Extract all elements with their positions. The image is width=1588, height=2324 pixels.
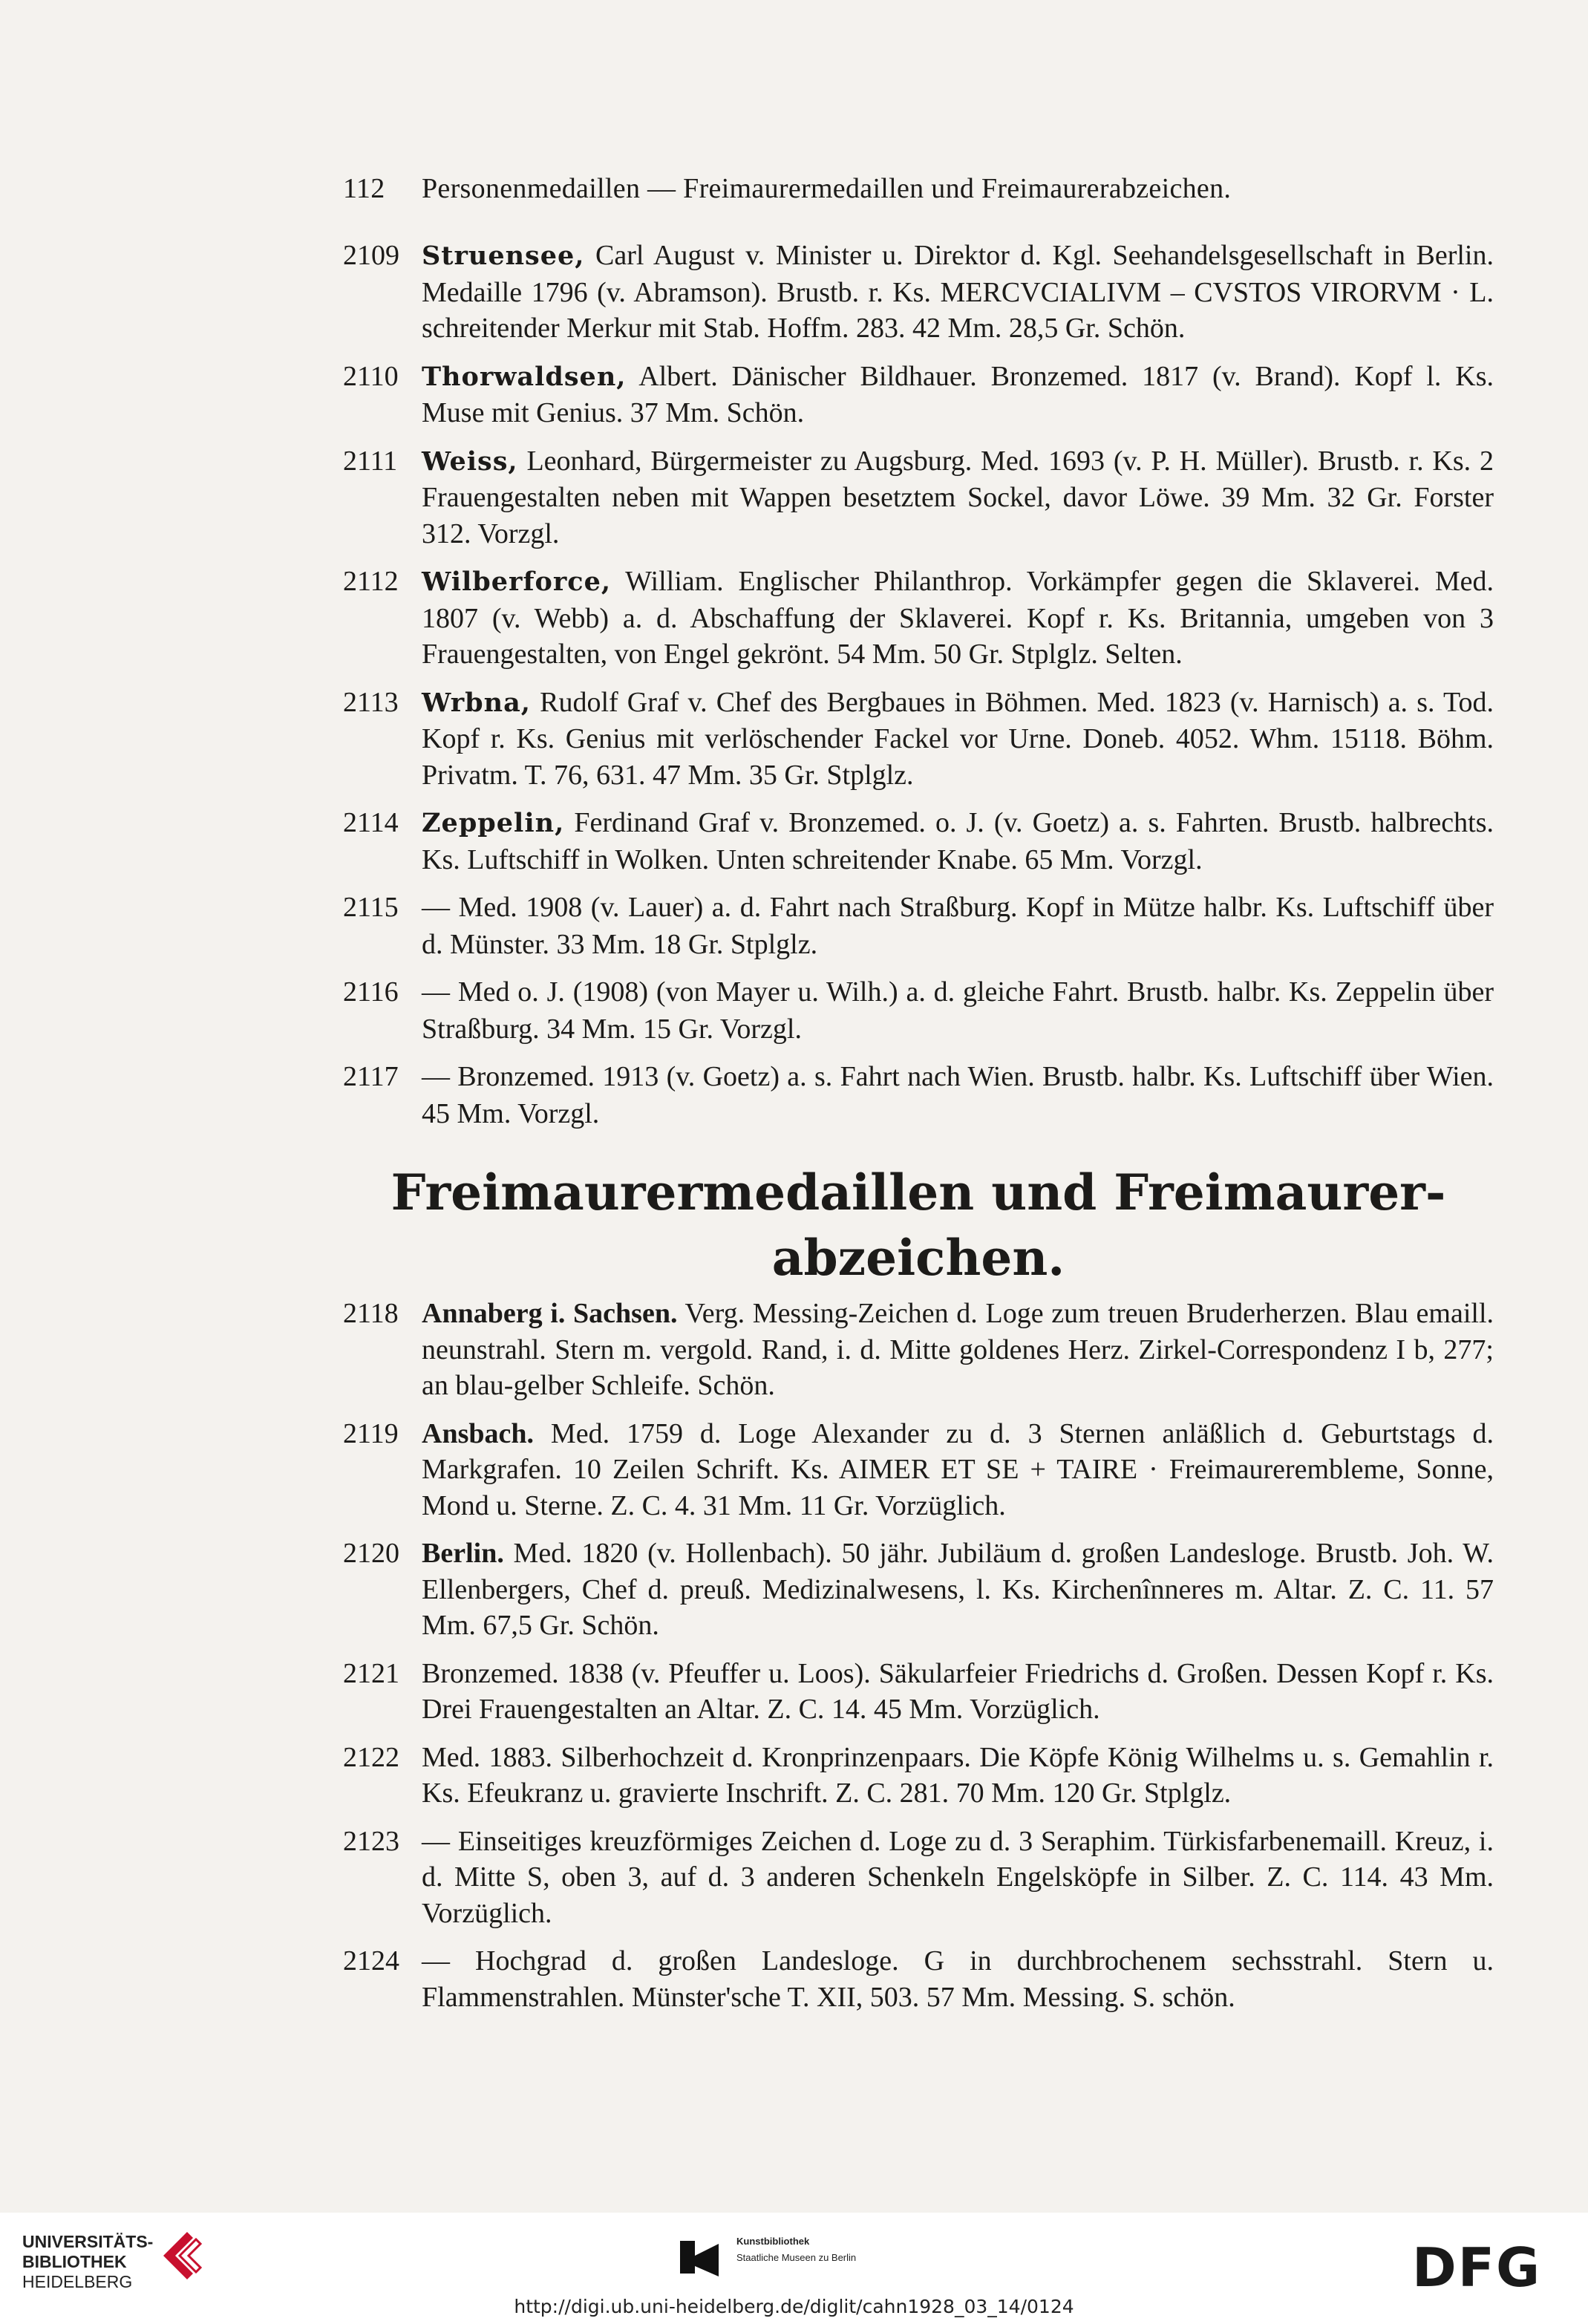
ub-heidelberg-logo[interactable]: [22, 2232, 153, 2292]
entry-number: 2123: [343, 1825, 399, 1857]
dfg-logo[interactable]: DFG: [1412, 2236, 1542, 2299]
entry-name: Zeppelin,: [422, 808, 565, 838]
page-header: [343, 172, 1486, 205]
ub-logo-line-2: BIBLIOTHEK: [22, 2252, 127, 2271]
viewer-footer: [0, 2213, 1588, 2324]
entry-number: 2121: [343, 1657, 399, 1689]
entry-number: 2122: [343, 1741, 399, 1773]
entry-text: William. Englischer Philanthrop. Vorkämpfer gegen die Sklaverei. Med. 1807 (v. Webb) a. d. Abschaffung der Sklaverei. Kopf r. Ks. Britannia, umgeben von 3 Frauengestalten, von Engel gekrönt. 54 Mm. 50 Gr. Stplglz. Selten.: [422, 566, 1494, 670]
kb-line-1: Kunstbibliothek: [736, 2236, 810, 2247]
catalog-entry: [343, 1416, 1494, 1524]
permalink-url[interactable]: http://digi.ub.uni-heidelberg.de/diglit/cahn1928_03_14/0124: [514, 2296, 1074, 2317]
entry-name: Thorwaldsen,: [422, 361, 627, 392]
catalog-entry: [343, 443, 1494, 552]
entry-number: 2115: [343, 892, 399, 923]
catalog-entry: [343, 1296, 1494, 1404]
ub-logo-line-1: UNIVERSITÄTS-: [22, 2232, 154, 2251]
entry-number: 2120: [343, 1538, 399, 1569]
entry-text: — Bronzemed. 1913 (v. Goetz) a. s. Fahrt nach Wien. Brustb. halbr. Ks. Luftschiff über Wien. 45 Mm. Vorzgl.: [422, 1061, 1494, 1129]
entry-text: Rudolf Graf v. Chef des Bergbaues in Böhmen. Med. 1823 (v. Harnisch) a. s. Tod. Kopf r. Ks. Genius mit verlöschender Fackel vor Urne. Doneb. 4052. Whm. 15118. Böhm. Privatm. T. 76, 631. 47 Mm. 35 Gr. Stplglz.: [422, 686, 1494, 791]
entry-text: — Einseitiges kreuzförmiges Zeichen d. Loge zu d. 3 Seraphim. Türkisfarbenemaill. Kreuz, i. d. Mitte S, oben 3, auf d. 3 anderen Schenkeln Engelsköpfe in Silber. Z. C. 114. 43 Mm. Vorzüglich.: [422, 1825, 1494, 1929]
catalog-entry: [343, 1656, 1494, 1728]
entry-text: Med. 1883. Silberhochzeit d. Kronprinzenpaars. Die Köpfe König Wilhelms u. s. Gemahlin r. Ks. Efeukranz u. gravierte Inschrift. Z. C. 281. 70 Mm. 120 Gr. Stplglz.: [422, 1741, 1494, 1809]
entry-name: Berlin.: [422, 1538, 504, 1569]
catalog-entry: [343, 1059, 1494, 1132]
kunstbibliothek-text: [736, 2233, 856, 2266]
entry-name: Struensee,: [422, 241, 585, 271]
entry-text: — Med o. J. (1908) (von Mayer u. Wilh.) a. d. gleiche Fahrt. Brustb. halbr. Ks. Zeppelin über Straßburg. 34 Mm. 15 Gr. Vorzgl.: [422, 976, 1494, 1045]
entry-number: 2109: [343, 240, 399, 271]
entry-number: 2113: [343, 686, 399, 718]
entry-text: Albert. Dänischer Bildhauer. Bronzemed. 1817 (v. Brand). Kopf l. Ks. Muse mit Genius. 37 Mm. Schön.: [422, 360, 1494, 428]
kunstbibliothek-logo-icon: [677, 2238, 722, 2282]
entry-text: — Hochgrad d. großen Landesloge. G in durchbrochenem sechsstrahl. Stern u. Flammenstrahlen. Münster'sche T. XII, 503. 57 Mm. Messing. S. schön.: [422, 1945, 1494, 2013]
ub-logo-line-3: HEIDELBERG: [22, 2272, 133, 2291]
entry-number: 2119: [343, 1417, 399, 1449]
entry-number: 2110: [343, 360, 399, 392]
kb-line-2: Staatliche Museen zu Berlin: [736, 2252, 857, 2263]
entry-text: Bronzemed. 1838 (v. Pfeuffer u. Loos). Säkularfeier Friedrichs d. Großen. Dessen Kopf r. Ks. Drei Frauengestalten an Altar. Z. C. 14. 45 Mm. Vorzüglich.: [422, 1657, 1494, 1725]
entry-number: 2111: [343, 445, 398, 477]
catalog-entry: [343, 238, 1494, 347]
entry-text: Leonhard, Bürgermeister zu Augsburg. Med. 1693 (v. P. H. Müller). Brustb. r. Ks. 2 Frauengestalten neben mit Wappen besetztem Sockel, davor Löwe. 39 Mm. 32 Gr. Forster 312. Vorzgl.: [422, 445, 1494, 549]
entry-text: Med. 1820 (v. Hollenbach). 50 jähr. Jubiläum d. großen Landesloge. Brustb. Joh. W. Ellenbergers, Chef d. preuß. Medizinalwesens, l. Ks. Kirchenînneres m. Altar. Z. C. 11. 57 Mm. 67,5 Gr. Schön.: [422, 1538, 1494, 1641]
catalog-entry: [343, 359, 1494, 431]
entry-text: Ferdinand Graf v. Bronzemed. o. J. (v. Goetz) a. s. Fahrten. Brustb. halbrechts. Ks. Luftschiff in Wolken. Unten schreitender Knabe. 65 Mm. Vorzgl.: [422, 807, 1494, 875]
catalog-entry: [343, 890, 1494, 962]
entry-number: 2124: [343, 1945, 399, 1977]
entry-text: — Med. 1908 (v. Lauer) a. d. Fahrt nach Straßburg. Kopf in Mütze halbr. Ks. Luftschiff über d. Münster. 33 Mm. 18 Gr. Stplglz.: [422, 892, 1494, 960]
entry-number: 2112: [343, 566, 399, 597]
catalog-entry: [343, 805, 1494, 878]
entry-text: Med. 1759 d. Loge Alexander zu d. 3 Sternen anläßlich d. Geburtstags d. Markgrafen. 10 Zeilen Schrift. Ks. AIMER ET SE + TAIRE · Freimaurerembleme, Sonne, Mond u. Sterne. Z. C. 4. 31 Mm. 11 Gr. Vorzüglich.: [422, 1417, 1494, 1521]
entry-number: 2116: [343, 976, 399, 1008]
entry-name: Weiss,: [422, 445, 518, 477]
entries-personenmedaillen: [343, 238, 1494, 1143]
entry-name: Ansbach.: [422, 1417, 534, 1449]
entry-text: Carl August v. Minister u. Direktor d. Kgl. Seehandelsgesellschaft in Berlin. Medaille 1796 (v. Abramson). Brustb. r. Ks. MERCVCIALIVM – CVSTOS VIRORVM · L. schreitender Merkur mit Stab. Hoffm. 283. 42 Mm. 28,5 Gr. Schön.: [422, 240, 1494, 344]
catalog-entry: [343, 1740, 1494, 1812]
catalog-entry: [343, 1824, 1494, 1932]
catalog-entry: [343, 685, 1494, 794]
entry-number: 2114: [343, 807, 399, 838]
entry-name: Wrbna,: [422, 687, 531, 718]
entry-name: Wilberforce,: [422, 567, 612, 597]
entry-number: 2118: [343, 1298, 399, 1329]
catalog-entry: [343, 1535, 1494, 1644]
catalog-entry: [343, 1943, 1494, 2015]
entry-name: Annaberg i. Sachsen.: [422, 1298, 678, 1329]
entries-freimaurer: [343, 1296, 1494, 2027]
entry-number: 2117: [343, 1061, 399, 1092]
section-title: Freimaurermedaillen und Freimaurer-abzeichen.: [391, 1163, 1446, 1287]
catalog-entry: [343, 974, 1494, 1047]
catalog-entry: [343, 564, 1494, 673]
entry-text: Verg. Messing-Zeichen d. Loge zum treuen Bruderherzen. Blau emaill. neunstrahl. Stern m. vergold. Rand, i. d. Mitte goldenes Herz. Zirkel-Correspondenz I b, 277; an blau-gelber Schleife. Schön.: [422, 1298, 1494, 1401]
ub-emblem-icon: [157, 2226, 217, 2285]
page-number: 112: [343, 173, 385, 204]
running-title: Personenmedaillen — Freimaurermedaillen und Freimaurerabzeichen.: [422, 173, 1232, 204]
